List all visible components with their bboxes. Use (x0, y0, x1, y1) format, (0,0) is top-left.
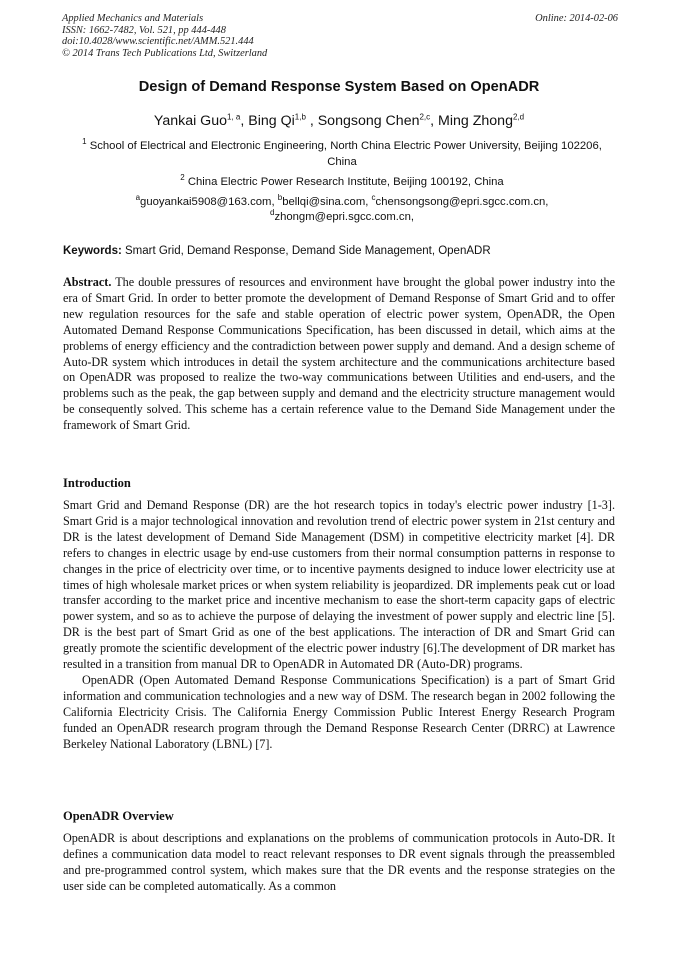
paragraph: Smart Grid and Demand Response (DR) are the hot research topics in today's electric power industry [1-3]. Smart Grid is a major technological innovation and revolution trend of electric power system in 21st century and DR is the latest development of Demand Side Management (DSM) in competitive electricity market [4]. DR refers to changes in electric usage by end-use customers from their normal consumption patterns in response to changes in the price of electricity over time, or to incentive payments designed to induce lower electricity use at times of high wholesale market prices or when system reliability is jeopardized. DR implements peak cut or load transfer according to the market price and incentive mechanism to ease the short-term capacity gaps of electric power system, and so as to achieve the purpose of delaying the investment of power supply and electric line [5]. DR is the best part of Smart Grid as one of the best applications. The interaction of DR and Smart Grid can greatly promote the scientific development of the electric power industry [6].The development of DR market has resulted in a transition from manual DR to OpenADR in Automated DR (Auto-DR) programs. (63, 498, 615, 672)
email-address: chensongsong@epri.sgcc.com.cn, (375, 196, 549, 208)
abstract-label: Abstract. (63, 275, 112, 289)
email-address: bellqi@sina.com, (282, 196, 369, 208)
author-superscript: 1, a (227, 112, 241, 122)
affiliation-superscript: 2 (180, 173, 185, 183)
author-list (0, 113, 678, 129)
affiliation-text: China Electric Power Research Institute, Beijing 100192, China (187, 176, 504, 188)
journal-header (62, 13, 618, 59)
doi-line: doi:10.4028/www.scientific.net/AMM.521.444 (62, 36, 254, 48)
introduction-heading: Introduction (63, 476, 131, 490)
author-name: Yankai Guo (153, 113, 227, 129)
abstract-text: The double pressures of resources and environment have brought the global power industry into the era of Smart Grid. In order to better promote the development of Demand Response of Smart Grid and to offer new regulation resources for the safe and stable operation of electric power system, OpenADR, the Open Automated Demand Response Communications Specification, has been discussed in detail, which aims at the problems of energy efficiency and the contradiction between power supply and demand. And a design scheme of Auto-DR system which introduces in detail the system architecture and the communications architecture based on OpenADR was proposed to realize the two-way communications between Utilities and end-users, and the problems such as the peak, the gap between supply and demand and the electricity structure management would be consequently solved. This scheme has a certain reference value to the Demand Side Management under the framework of Smart Grid. (63, 275, 615, 433)
author-name: Songsong Chen (317, 113, 420, 129)
journal-name: Applied Mechanics and Materials (62, 13, 204, 24)
introduction-body (63, 498, 615, 753)
keywords-text: Smart Grid, Demand Response, Demand Side Management, OpenADR (125, 245, 491, 257)
author-superscript: 2,d (512, 112, 525, 122)
author-superscript: 2,c (419, 112, 431, 122)
email-superscript: c (371, 193, 376, 203)
author-emails (100, 195, 584, 225)
overview-heading: OpenADR Overview (63, 809, 174, 823)
online-date: Online: 2014-02-06 (535, 13, 618, 24)
email-address: guoyankai5908@163.com, (140, 196, 275, 208)
paragraph: OpenADR is about descriptions and explanations on the problems of communication protocols in Auto-DR. It defines a communication data model to react relevant responses to DR event signals through the preassembled and pre-programmed control system, which makes sure that the DR events and the response strategies on the user side can be completed automatically. As a common (63, 831, 615, 893)
paragraph: OpenADR (Open Automated Demand Response Communications Specification) is a part of Smart Grid information and communication technologies and a new way of DSM. The research began in 2002 following the California Electricity Crisis. The California Energy Commission Public Interest Energy Research Program funded an OpenADR research program through the Demand Response Research Center (DRRC) at Lawrence Berkeley National Laboratory (LBNL) [7]. (63, 672, 615, 751)
overview-body (63, 831, 615, 895)
author-separator: , (305, 113, 318, 129)
author-name: Bing Qi (248, 113, 295, 129)
abstract-paragraph (63, 275, 615, 434)
author-superscript: 1,b (294, 112, 306, 122)
affiliation-2 (72, 174, 612, 190)
keywords-line (63, 245, 615, 257)
affiliation-superscript: 1 (82, 137, 87, 147)
email-superscript: b (277, 193, 283, 203)
issn-line: ISSN: 1662-7482, Vol. 521, pp 444-448 (62, 24, 226, 36)
email-address: zhongm@epri.sgcc.com.cn, (274, 211, 414, 223)
keywords-label: Keywords: (63, 245, 122, 257)
email-superscript: a (135, 193, 141, 203)
author-separator: , (430, 113, 439, 129)
email-superscript: d (269, 208, 275, 218)
paper-title: Design of Demand Response System Based on OpenADR (138, 79, 540, 95)
copyright-line: © 2014 Trans Tech Publications Ltd, Switzerland (62, 47, 268, 59)
affiliation-text: School of Electrical and Electronic Engineering, North China Electric Power University, Beijing 102206, China (89, 140, 602, 168)
affiliation-1 (72, 138, 612, 170)
author-name: Ming Zhong (438, 113, 513, 129)
author-separator: , (240, 113, 249, 129)
